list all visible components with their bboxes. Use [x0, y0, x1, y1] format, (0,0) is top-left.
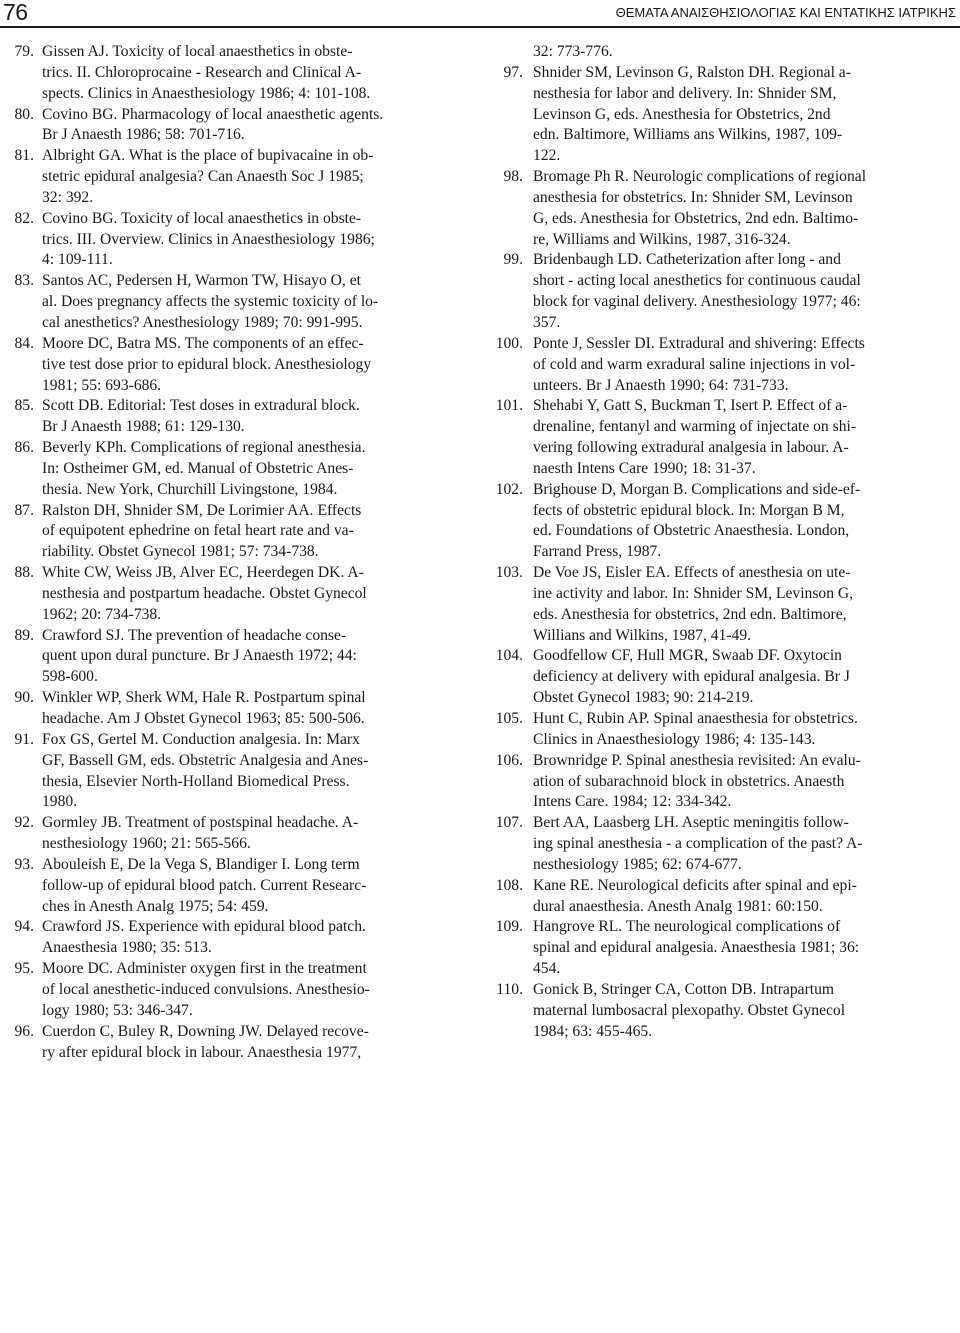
reference-text	[533, 876, 960, 918]
reference-line: spinal and epidural analgesia. Anaesthesia 1981; 36:	[533, 939, 860, 957]
reference-line: Willians and Wilkins, 1987, 41-49.	[533, 626, 752, 644]
reference-number: 107.	[495, 814, 523, 832]
reference-text	[533, 167, 960, 250]
reference-line: Fox GS, Gertel M. Conduction analgesia. In: Marx	[42, 730, 360, 748]
reference-number: 83.	[14, 272, 34, 290]
reference-column-left	[10, 42, 466, 1063]
reference-text	[533, 917, 960, 980]
reference-line: riability. Obstet Gynecol 1981; 57: 734-738.	[42, 543, 319, 561]
reference-text	[533, 813, 960, 876]
reference-line: of local anesthetic-induced convulsions. Anesthesio-	[42, 980, 370, 998]
reference-line: trics. III. Overview. Clinics in Anaesthesiology 1986;	[42, 230, 375, 248]
reference-line: cal anesthetics? Anesthesiology 1989; 70: 991-995.	[42, 313, 363, 331]
reference-item	[488, 751, 960, 814]
reference-text	[42, 563, 466, 626]
reference-text	[42, 959, 466, 1022]
reference-line: nesthesiology 1985; 62: 674-677.	[533, 855, 742, 873]
reference-line: Brownridge P. Spinal anesthesia revisited: An evalu-	[533, 751, 861, 769]
reference-line: of cold and warm exradural saline injections in vol-	[533, 355, 856, 373]
reference-line: ation of subarachnoid block in obstetrics. Anaesth	[533, 772, 845, 790]
reference-item	[488, 42, 960, 63]
reference-number: 80.	[14, 105, 34, 123]
reference-number: 102.	[495, 480, 523, 498]
reference-text	[533, 334, 960, 397]
reference-line: Crawford JS. Experience with epidural blood patch.	[42, 918, 366, 936]
reference-line: trics. II. Chloroprocaine - Research and Clinical A-	[42, 63, 362, 81]
reference-text	[42, 855, 466, 918]
reference-line: fects of obstetric epidural block. In: Morgan B M,	[533, 501, 845, 519]
reference-line: Anaesthesia 1980; 35: 513.	[42, 939, 212, 957]
reference-line: unteers. Br J Anaesth 1990; 64: 731-733.	[533, 376, 789, 394]
reference-line: In: Ostheimer GM, ed. Manual of Obstetric Anes-	[42, 459, 354, 477]
reference-line: 1962; 20: 734-738.	[42, 605, 162, 623]
reference-item	[488, 876, 960, 918]
reference-text	[42, 396, 466, 438]
reference-item	[488, 917, 960, 980]
reference-line: follow-up of epidural blood patch. Current Researc-	[42, 876, 367, 894]
reference-text	[42, 42, 466, 105]
reference-number: 108.	[495, 876, 523, 894]
reference-item	[10, 334, 466, 397]
reference-item	[488, 980, 960, 1043]
reference-text	[42, 146, 466, 209]
reference-item	[488, 396, 960, 479]
reference-line: ed. Foundations of Obstetric Anaesthesia. London,	[533, 522, 850, 540]
reference-line: 4: 109-111.	[42, 251, 113, 269]
reference-number: 88.	[14, 564, 34, 582]
reference-line: 32: 773-776.	[533, 43, 613, 60]
reference-number: 84.	[14, 334, 34, 352]
reference-line: Obstet Gynecol 1983; 90: 214-219.	[533, 689, 754, 707]
reference-line: Albright GA. What is the place of bupivacaine in ob-	[42, 147, 374, 165]
reference-line: Hunt C, Rubin AP. Spinal anaesthesia for obstetrics.	[533, 710, 858, 727]
reference-line: Bert AA, Laasberg LH. Aseptic meningitis follow-	[533, 814, 849, 832]
reference-line: De Voe JS, Eisler EA. Effects of anesthesia on ute-	[533, 564, 851, 582]
reference-line: 122.	[533, 147, 561, 165]
reference-item	[10, 1022, 466, 1064]
reference-line: Gormley JB. Treatment of postspinal headache. A-	[42, 814, 359, 832]
reference-number: 82.	[14, 209, 34, 227]
reference-line: Shnider SM, Levinson G, Ralston DH. Regional a-	[533, 63, 851, 81]
reference-line: Gissen AJ. Toxicity of local anaesthetics in obste-	[42, 43, 353, 60]
reference-line: 357.	[533, 313, 561, 331]
reference-line: headache. Am J Obstet Gynecol 1963; 85: 500-506.	[42, 710, 365, 727]
reference-item	[10, 396, 466, 438]
reference-item	[10, 626, 466, 689]
reference-text	[42, 626, 466, 689]
reference-number: 98.	[503, 168, 523, 186]
reference-line: eds. Anesthesia for obstetrics, 2nd edn. Baltimore,	[533, 605, 847, 623]
page-number: 76	[3, 0, 28, 25]
reference-line: Bridenbaugh LD. Catheterization after long - and	[533, 251, 841, 269]
reference-line: nesthesia and postpartum headache. Obstet Gynecol	[42, 584, 367, 602]
reference-text	[533, 980, 960, 1043]
reference-text	[42, 438, 466, 501]
reference-line: Farrand Press, 1987.	[533, 543, 662, 561]
reference-line: Kane RE. Neurological deficits after spinal and epi-	[533, 876, 857, 894]
reference-line: nesthesia for labor and delivery. In: Shnider SM,	[533, 84, 837, 102]
reference-number: 109.	[495, 918, 523, 936]
reference-number: 101.	[495, 397, 523, 415]
reference-number: 104.	[495, 647, 523, 665]
reference-line: Hangrove RL. The neurological complications of	[533, 918, 841, 936]
reference-line: White CW, Weiss JB, Alver EC, Heerdegen DK. A-	[42, 564, 364, 582]
reference-text	[533, 751, 960, 814]
reference-line: spects. Clinics in Anaesthesiology 1986; 4: 101-108.	[42, 84, 371, 102]
reference-line: GF, Bassell GM, eds. Obstetric Analgesia and Anes-	[42, 751, 369, 769]
reference-item	[10, 42, 466, 105]
reference-item	[10, 917, 466, 959]
reference-text	[533, 63, 960, 167]
reference-line: 454.	[533, 960, 561, 978]
reference-item	[10, 438, 466, 501]
reference-item	[488, 709, 960, 751]
reference-line: Brighouse D, Morgan B. Complications and side-ef-	[533, 480, 861, 498]
reference-number: 79.	[14, 43, 34, 60]
reference-number: 94.	[14, 918, 34, 936]
reference-text	[42, 1022, 466, 1064]
reference-line: al. Does pregnancy affects the systemic toxicity of lo-	[42, 293, 379, 311]
reference-line: Clinics in Anaesthesiology 1986; 4: 135-143.	[533, 730, 816, 748]
reference-line: edn. Baltimore, Williams ans Wilkins, 1987, 109-	[533, 126, 843, 144]
reference-line: Crawford SJ. The prevention of headache conse-	[42, 626, 347, 644]
reference-item	[488, 334, 960, 397]
reference-text	[533, 42, 960, 63]
reference-number: 100.	[495, 334, 523, 352]
reference-item	[488, 646, 960, 709]
reference-number: 81.	[14, 147, 34, 165]
reference-item	[10, 959, 466, 1022]
reference-item	[10, 501, 466, 564]
reference-number: 90.	[14, 689, 34, 707]
reference-text	[42, 209, 466, 272]
reference-text	[42, 813, 466, 855]
reference-item	[10, 813, 466, 855]
reference-line: 32: 392.	[42, 188, 94, 206]
reference-item	[10, 271, 466, 334]
reference-item	[488, 480, 960, 563]
reference-line: Intens Care. 1984; 12: 334-342.	[533, 793, 732, 811]
journal-title: ΘΕΜΑΤΑ ΑΝΑΙΣΘΗΣΙΟΛΟΓΙΑΣ ΚΑΙ ΕΝΤΑΤΙΚΗΣ ΙΑΤΡΙΚΗΣ	[615, 5, 956, 20]
reference-line: drenaline, fentanyl and warming of injectate on shi-	[533, 418, 857, 436]
reference-text	[533, 396, 960, 479]
reference-line: ches in Anesth Analg 1975; 54: 459.	[42, 897, 269, 915]
reference-line: 1980.	[42, 793, 78, 811]
reference-text	[533, 709, 960, 751]
reference-number: 96.	[14, 1022, 34, 1040]
reference-line: Scott DB. Editorial: Test doses in extradural block.	[42, 397, 360, 415]
reference-text	[42, 730, 466, 813]
reference-line: quent upon dural puncture. Br J Anaesth 1972; 44:	[42, 647, 357, 665]
reference-line: Gonick B, Stringer CA, Cotton DB. Intrapartum	[533, 980, 835, 998]
reference-line: stetric epidural analgesia? Can Anaesth Soc J 1985;	[42, 168, 364, 186]
reference-item	[488, 563, 960, 646]
reference-text	[533, 480, 960, 563]
reference-text	[42, 501, 466, 564]
reference-number: 106.	[495, 751, 523, 769]
reference-line: block for vaginal delivery. Anesthesiology 1977; 46:	[533, 293, 861, 311]
reference-line: Beverly KPh. Complications of regional anesthesia.	[42, 439, 366, 457]
reference-item	[10, 105, 466, 147]
reference-line: 1984; 63: 455-465.	[533, 1022, 653, 1040]
reference-number: 103.	[495, 564, 523, 582]
reference-item	[10, 146, 466, 209]
reference-text	[42, 917, 466, 959]
reference-number: 93.	[14, 855, 34, 873]
reference-line: short - acting local anesthetics for continuous caudal	[533, 272, 861, 290]
reference-line: ine activity and labor. In: Shnider SM, Levinson G,	[533, 584, 854, 602]
reference-line: Shehabi Y, Gatt S, Buckman T, Isert P. Effect of a-	[533, 397, 848, 415]
reference-text	[42, 334, 466, 397]
reference-line: deficiency at delivery with epidural analgesia. Br J	[533, 668, 850, 686]
reference-number: 95.	[14, 960, 34, 978]
reference-line: thesia, Elsevier North-Holland Biomedical Press.	[42, 772, 350, 790]
reference-text	[533, 646, 960, 709]
reference-line: Br J Anaesth 1988; 61: 129-130.	[42, 418, 245, 436]
reference-line: tive test dose prior to epidural block. Anesthesiology	[42, 355, 372, 373]
reference-line: nesthesiology 1960; 21: 565-566.	[42, 835, 251, 853]
reference-line: G, eds. Anesthesia for Obstetrics, 2nd edn. Baltimo-	[533, 209, 859, 227]
reference-number: 91.	[14, 730, 34, 748]
reference-item	[488, 813, 960, 876]
reference-line: ing spinal anesthesia - a complication of the past? A-	[533, 835, 863, 853]
reference-line: 598-600.	[42, 668, 98, 686]
reference-line: Goodfellow CF, Hull MGR, Swaab DF. Oxytocin	[533, 647, 842, 665]
reference-item	[10, 855, 466, 918]
reference-text	[533, 563, 960, 646]
reference-number: 110.	[496, 980, 523, 998]
reference-line: Ralston DH, Shnider SM, De Lorimier AA. Effects	[42, 501, 362, 519]
reference-line: Br J Anaesth 1986; 58: 701-716.	[42, 126, 245, 144]
reference-line: Moore DC. Administer oxygen first in the treatment	[42, 960, 367, 978]
running-header	[0, 0, 960, 24]
reference-line: Ponte J, Sessler DI. Extradural and shivering: Effects	[533, 334, 865, 352]
reference-item	[10, 209, 466, 272]
header-rule	[0, 26, 960, 28]
reference-number: 86.	[14, 439, 34, 457]
reference-item	[10, 688, 466, 730]
reference-line: Abouleish E, De la Vega S, Blandiger I. Long term	[42, 855, 360, 873]
reference-item	[10, 563, 466, 626]
reference-line: vering following extradural analgesia in labour. A-	[533, 439, 849, 457]
reference-line: Covino BG. Pharmacology of local anaesthetic agents.	[42, 105, 384, 123]
reference-text	[42, 688, 466, 730]
reference-line: Moore DC, Batra MS. The components of an effec-	[42, 334, 364, 352]
reference-line: 1981; 55: 693-686.	[42, 376, 162, 394]
reference-item	[10, 730, 466, 813]
reference-number: 89.	[14, 626, 34, 644]
reference-line: anesthesia for obstetrics. In: Shnider SM, Levinson	[533, 188, 853, 206]
reference-item	[488, 63, 960, 167]
reference-number: 87.	[14, 501, 34, 519]
reference-number: 97.	[503, 63, 523, 81]
reference-line: re, Williams and Wilkins, 1987, 316-324.	[533, 230, 791, 248]
reference-item	[488, 250, 960, 333]
reference-line: ry after epidural block in labour. Anaesthesia 1977,	[42, 1043, 362, 1061]
reference-number: 92.	[14, 814, 34, 832]
reference-line: naesth Intens Care 1990; 18: 31-37.	[533, 459, 756, 477]
reference-number: 85.	[14, 397, 34, 415]
reference-item	[488, 167, 960, 250]
reference-line: maternal lumbosacral plexopathy. Obstet Gynecol	[533, 1001, 846, 1019]
reference-line: Bromage Ph R. Neurologic complications of regional	[533, 168, 867, 186]
reference-line: Levinson G, eds. Anesthesia for Obstetrics, 2nd	[533, 105, 831, 123]
reference-line: dural anaesthesia. Anesth Analg 1981: 60:150.	[533, 897, 823, 915]
reference-text	[533, 250, 960, 333]
reference-number: 99.	[503, 251, 523, 269]
reference-line: of equipotent ephedrine on fetal heart rate and va-	[42, 522, 354, 540]
reference-text	[42, 271, 466, 334]
reference-line: Winkler WP, Sherk WM, Hale R. Postpartum spinal	[42, 689, 366, 707]
reference-line: Cuerdon C, Buley R, Downing JW. Delayed recove-	[42, 1022, 369, 1040]
reference-line: thesia. New York, Churchill Livingstone, 1984.	[42, 480, 338, 498]
reference-line: Covino BG. Toxicity of local anaesthetics in obste-	[42, 209, 362, 227]
reference-number: 105.	[495, 710, 523, 727]
reference-number	[488, 42, 523, 63]
reference-line: Santos AC, Pedersen H, Warmon TW, Hisayo O, et	[42, 272, 361, 290]
reference-line: logy 1980; 53: 346-347.	[42, 1001, 193, 1019]
reference-column-right	[488, 42, 960, 1043]
reference-text	[42, 105, 466, 147]
